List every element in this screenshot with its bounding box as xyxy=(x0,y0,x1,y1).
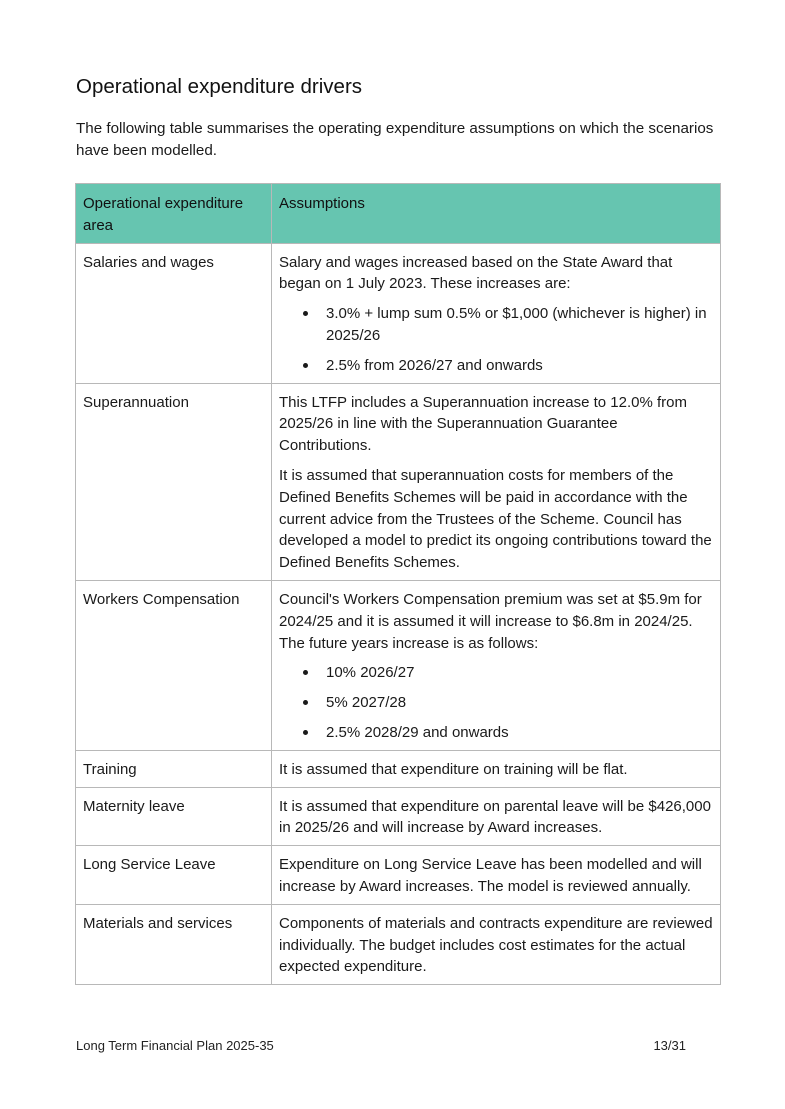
assumption-paragraph: It is assumed that expenditure on training will be flat. xyxy=(279,760,628,778)
assumption-paragraph: It is assumed that expenditure on parental leave will be $426,000 in 2025/26 and will increase by Award increases. xyxy=(279,797,711,837)
bullet-text: 2.5% 2028/29 and onwards xyxy=(326,723,509,741)
area-cell: Training xyxy=(76,750,272,787)
assumptions-cell xyxy=(272,904,721,984)
area-cell: Maternity leave xyxy=(76,787,272,846)
table-row xyxy=(76,787,721,846)
assumption-paragraph: Council's Workers Compensation premium was set at $5.9m for 2024/25 and it is assumed it will increase to $6.8m in 2024/25. The future years increase is as follows: xyxy=(279,590,702,652)
bullet-item xyxy=(279,722,713,744)
table-row xyxy=(76,846,721,905)
bullet-icon xyxy=(303,363,308,368)
assumptions-cell xyxy=(272,580,721,750)
assumption-paragraph: Components of materials and contracts expenditure are reviewed individually. The budget includes cost estimates for the actual expected expenditure. xyxy=(279,914,713,976)
bullet-text: 2.5% from 2026/27 and onwards xyxy=(326,356,543,374)
bullet-icon xyxy=(303,311,308,316)
assumptions-cell xyxy=(272,383,721,580)
footer-page-number: 13/31 xyxy=(653,1038,686,1053)
bullet-item xyxy=(279,692,713,714)
bullet-icon xyxy=(303,670,308,675)
intro-paragraph: The following table summarises the operating expenditure assumptions on which the scenarios have been modelled. xyxy=(76,120,714,159)
assumptions-cell xyxy=(272,787,721,846)
bullet-text: 3.0% + lump sum 0.5% or $1,000 (whichever is higher) in 2025/26 xyxy=(326,305,707,344)
assumptions-cell xyxy=(272,750,721,787)
bullet-item xyxy=(279,662,713,684)
table-header-row xyxy=(76,184,721,244)
assumption-bullet-list xyxy=(279,662,713,743)
assumption-bullet-list xyxy=(279,303,713,376)
area-cell: Superannuation xyxy=(76,383,272,580)
area-cell: Materials and services xyxy=(76,904,272,984)
bullet-icon xyxy=(303,700,308,705)
column-header-assumptions: Assumptions xyxy=(272,184,721,244)
footer-document-title: Long Term Financial Plan 2025-35 xyxy=(76,1038,274,1053)
page-title: Operational expenditure drivers xyxy=(76,75,363,98)
area-cell: Long Service Leave xyxy=(76,846,272,905)
assumptions-cell xyxy=(272,243,721,383)
bullet-icon xyxy=(303,730,308,735)
table-row xyxy=(76,750,721,787)
assumption-paragraph: It is assumed that superannuation costs for members of the Defined Benefits Schemes will be paid in accordance with the current advice from the Trustees of the Scheme. Council has developed a model to predict its ongoing contributions toward the Defined Benefits Schemes. xyxy=(279,466,712,572)
table-row xyxy=(76,904,721,984)
area-cell: Workers Compensation xyxy=(76,580,272,750)
bullet-text: 5% 2027/28 xyxy=(326,694,407,712)
assumptions-cell xyxy=(272,846,721,905)
table-row xyxy=(76,383,721,580)
area-cell: Salaries and wages xyxy=(76,243,272,383)
bullet-item xyxy=(279,303,713,347)
assumption-paragraph: Expenditure on Long Service Leave has been modelled and will increase by Award increases. The model is reviewed annually. xyxy=(279,856,702,895)
assumption-paragraph: This LTFP includes a Superannuation increase to 12.0% from 2025/26 in line with the Superannuation Guarantee Contributions. xyxy=(279,393,688,455)
assumption-paragraph: Salary and wages increased based on the State Award that began on 1 July 2023. These increases are: xyxy=(279,253,673,293)
column-header-area: Operational expenditure area xyxy=(76,184,272,244)
table-row xyxy=(76,580,721,750)
bullet-item xyxy=(279,355,713,377)
bullet-text: 10% 2026/27 xyxy=(326,664,415,682)
expenditure-table xyxy=(75,183,721,985)
table-row xyxy=(76,243,721,383)
